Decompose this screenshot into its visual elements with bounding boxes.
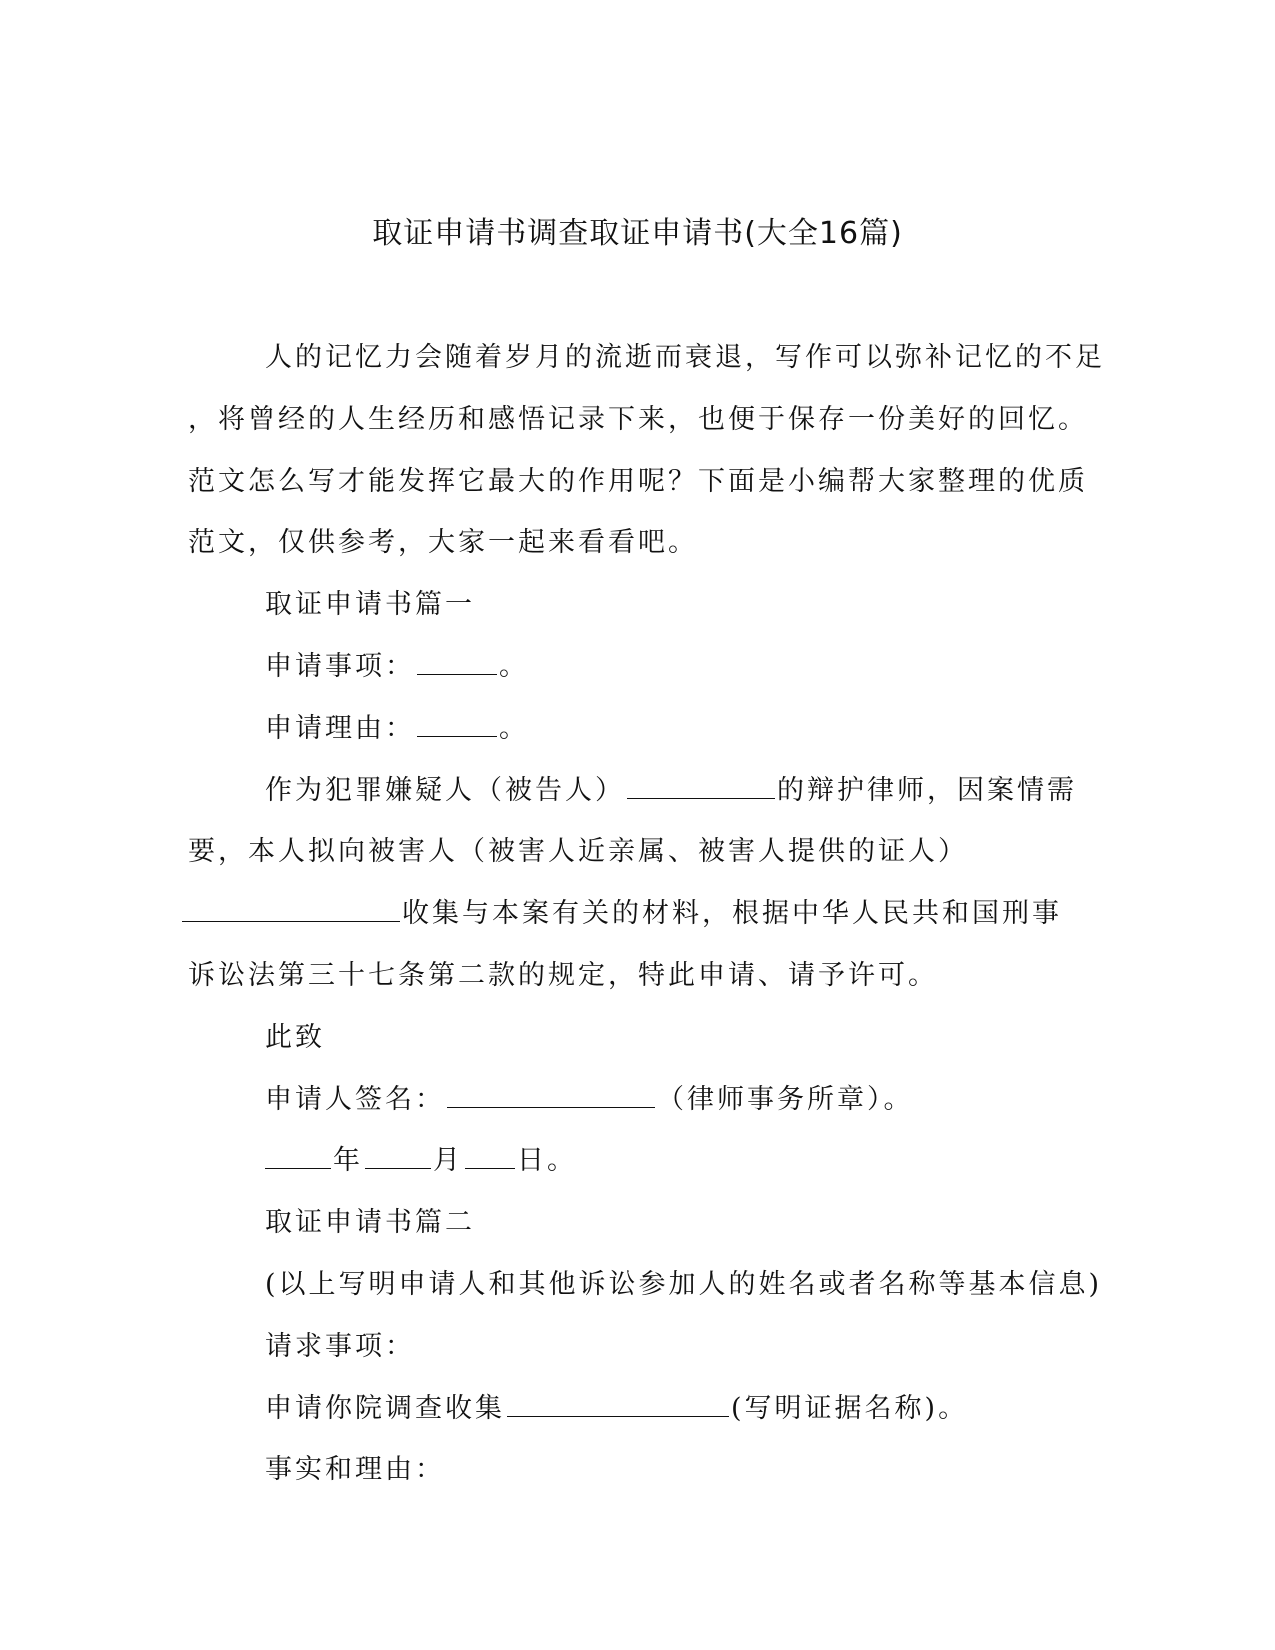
defense-line-c [188, 883, 1068, 945]
signature-line [188, 1069, 1068, 1131]
application-reason-period: 。 [499, 712, 529, 744]
document-title: 取证申请书调查取证申请书(大全16篇) [372, 216, 903, 251]
defense-line-d: 诉讼法第三十七条第二款的规定，特此申请、请予许可。 [188, 959, 938, 991]
year-label: 年 [333, 1145, 363, 1177]
defense-line-b: 要，本人拟向被害人（被害人近亲属、被害人提供的证人） [188, 836, 968, 868]
intro-line-4: 范文，仅供参考，大家一起来看看吧。 [188, 527, 698, 559]
defense-text-a2: 的辩护律师，因案情需 [777, 774, 1077, 806]
signature-blank [447, 1085, 655, 1108]
application-item-period: 。 [499, 650, 529, 682]
defendant-name-blank [627, 776, 775, 799]
intro-line-3: 范文怎么写才能发挥它最大的作用呢？下面是小编帮大家整理的优质 [188, 465, 1088, 497]
month-blank [365, 1146, 431, 1169]
request-label: 请求事项： [265, 1330, 415, 1362]
defense-text-c: 收集与本案有关的材料，根据中华人民共和国刑事 [402, 898, 1062, 930]
intro-line-2: ，将曾经的人生经历和感悟记录下来，也便于保存一份美好的回忆。 [188, 403, 1088, 435]
year-blank [265, 1146, 331, 1169]
application-reason-line [188, 698, 1068, 760]
salutation: 此致 [265, 1021, 325, 1053]
basic-info-note: (以上写明申请人和其他诉讼参加人的姓名或者名称等基本信息) [265, 1268, 1103, 1300]
month-label: 月 [433, 1145, 463, 1177]
facts-label: 事实和理由： [265, 1454, 445, 1486]
defense-text-a1: 作为犯罪嫌疑人（被告人） [265, 774, 625, 806]
signature-label: 申请人签名： [265, 1083, 445, 1115]
day-label: 日。 [517, 1145, 577, 1177]
application-item-line [188, 636, 1068, 698]
defense-line-a [188, 760, 1077, 822]
date-line [188, 1130, 1068, 1192]
request-prefix: 申请你院调查收集 [265, 1392, 505, 1424]
section1-heading: 取证申请书篇一 [265, 589, 475, 621]
intro-line-1: 人的记忆力会随着岁月的流逝而衰退，写作可以弥补记忆的不足 [265, 342, 1105, 373]
evidence-name-blank [507, 1394, 729, 1417]
signature-suffix: （律师事务所章）。 [657, 1083, 914, 1115]
application-item-blank [417, 652, 497, 675]
section2-heading: 取证申请书篇二 [265, 1207, 475, 1239]
application-reason-label: 申请理由： [265, 712, 415, 744]
day-blank [465, 1146, 515, 1169]
application-item-label: 申请事项： [265, 650, 415, 682]
application-reason-blank [417, 714, 497, 737]
request-suffix: (写明证据名称)。 [731, 1392, 969, 1424]
witness-name-blank [182, 899, 400, 922]
request-line [188, 1378, 1068, 1440]
document-body [188, 327, 1105, 1501]
